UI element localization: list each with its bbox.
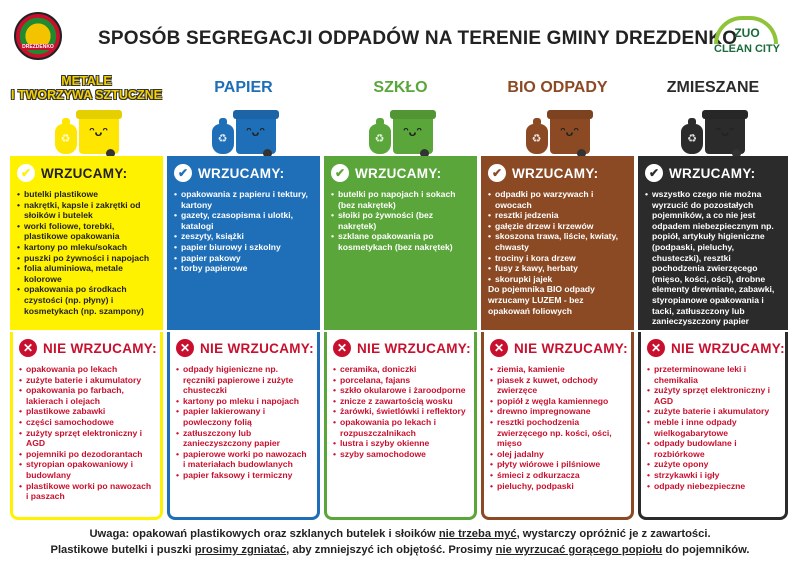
cross-icon: ✕ [647, 339, 665, 357]
recycling-bag-icon: ♻ [369, 124, 391, 154]
reject-title: NIE WRZUCAMY: [200, 340, 314, 356]
panel-bio [481, 156, 634, 520]
reject-section [481, 332, 634, 520]
cross-icon: ✕ [490, 339, 508, 357]
reject-item: • przeterminowane leki i chemikalia [647, 364, 779, 385]
reject-item: • zużyte baterie i akumulatory [647, 406, 779, 417]
reject-item: • zużyte opony [647, 459, 779, 470]
drezdenko-logo-text: DREZDENKO [22, 44, 54, 50]
accept-item: • skoszona trawa, liście, kwiaty, chwasty [488, 231, 627, 252]
accept-note: Do pojemnika BIO odpady wrzucamy LUZEM - bez opakowań foliowych [488, 284, 595, 316]
reject-item: • śmieci z odkurzacza [490, 470, 625, 481]
reject-title: NIE WRZUCAMY: [357, 340, 471, 356]
accept-section [167, 156, 320, 330]
bin-illustration-metale [10, 106, 163, 154]
reject-section [638, 332, 788, 520]
cross-icon: ✕ [333, 339, 351, 357]
column-header-bio [481, 68, 634, 108]
check-icon: ✔ [17, 164, 35, 182]
reject-item: • żarówki, świetlówki i reflektory [333, 406, 468, 417]
reject-item: • pojemniki po dezodorantach [19, 449, 154, 460]
panel-papier [167, 156, 320, 520]
column-header-line: METALE [61, 74, 112, 88]
reject-item: • styropian opakowaniowy i budowlany [19, 459, 154, 480]
reject-item: • zatłuszczony lub zanieczyszczony papier [176, 428, 311, 449]
reject-item: • płyty wiórowe i pilśniowe [490, 459, 625, 470]
accept-item: • odpadki po warzywach i owocach [488, 189, 627, 210]
accept-title: WRZUCAMY: [355, 165, 442, 181]
footer-line-2: Plastikowe butelki i puszki prosimy zgniatać, aby zmniejszyć ich objętość. Prosimy nie wyrzucać gorącego popiołu do pojemników. [50, 544, 750, 556]
logo-name: CLEAN CITY [714, 43, 780, 55]
column-header-line: BIO ODPADY [507, 79, 608, 96]
accept-item: • worki foliowe, torebki, plastikowe opakowania [17, 221, 156, 242]
reject-item: • papier lakierowany i powleczony folią [176, 406, 311, 427]
reject-item: • odpady niebezpieczne [647, 481, 779, 492]
accept-item: • butelki po napojach i sokach (bez nakrętek) [331, 189, 470, 210]
accept-item: • butelki plastikowe [17, 189, 156, 200]
accept-title: WRZUCAMY: [41, 165, 128, 181]
waste-bin-icon: ᵔᴗᵔ [550, 110, 590, 154]
accept-item: • gazety, czasopisma i ulotki, katalogi [174, 210, 313, 231]
reject-item: • opakowania po lekach i rozpuszczalnikach [333, 417, 468, 438]
reject-item: • części samochodowe [19, 417, 154, 428]
bin-illustration-papier [167, 106, 320, 154]
reject-section [10, 332, 163, 520]
reject-section [167, 332, 320, 520]
logo-brand: ZUO [734, 26, 760, 40]
column-header-metale [10, 68, 163, 108]
accept-item: • trociny i kora drzew [488, 253, 627, 264]
recycling-bag-icon: ♻ [55, 124, 77, 154]
column-header-line: PAPIER [214, 79, 273, 96]
reject-title: NIE WRZUCAMY: [671, 340, 785, 356]
bin-illustration-bio [481, 106, 634, 154]
accept-item: • kartony po mleku/sokach [17, 242, 156, 253]
accept-item: • torby papierowe [174, 263, 313, 274]
accept-item: • fusy z kawy, herbaty [488, 263, 627, 274]
reject-item: • kartony po mleku i napojach [176, 396, 311, 407]
reject-item: • odpady budowlane i rozbiórkowe [647, 438, 779, 459]
reject-item: • opakowania po farbach, lakierach i olejach [19, 385, 154, 406]
reject-item: • meble i inne odpady wielkogabarytowe [647, 417, 779, 438]
reject-item: • porcelana, fajans [333, 375, 468, 386]
column-header-line: SZKŁO [373, 79, 428, 96]
accept-item: • resztki jedzenia [488, 210, 627, 221]
accept-item: • zeszyty, książki [174, 231, 313, 242]
accept-section [481, 156, 634, 330]
accept-title: WRZUCAMY: [198, 165, 285, 181]
check-icon: ✔ [488, 164, 506, 182]
bin-illustration-zmieszane [638, 106, 788, 154]
footer-line-1: Uwaga: opakowań plastikowych oraz szklanych butelek i słoików nie trzeba myć, wystarczy opróżnić je z zawartości. [89, 528, 711, 540]
reject-item: • piasek z kuwet, odchody zwierzęce [490, 375, 625, 396]
recycling-bag-icon: ♻ [526, 124, 548, 154]
column-header-szklo [324, 68, 477, 108]
accept-item: • opakowania z papieru i tektury, kartony [174, 189, 313, 210]
reject-item: • papier faksowy i termiczny [176, 470, 311, 481]
accept-item: • folia aluminiowa, metale kolorowe [17, 263, 156, 284]
accept-item: • słoiki po żywności (bez nakrętek) [331, 210, 470, 231]
column-header-line: I TWORZYWA SZTUCZNE [11, 88, 162, 102]
drezdenko-logo [14, 12, 62, 60]
reject-item: • resztki pochodzenia zwierzęcego np. kości, ości, mięso [490, 417, 625, 449]
reject-item: • plastikowe worki po nawozach i paszach [19, 481, 154, 502]
reject-item: • ziemia, kamienie [490, 364, 625, 375]
reject-item: • znicze z zawartością wosku [333, 396, 468, 407]
accept-item: • papier pakowy [174, 253, 313, 264]
reject-item: • zużyte baterie i akumulatory [19, 375, 154, 386]
accept-item: • wszystko czego nie można wyrzucić do pozostałych pojemników, a co nie jest odpadem niebezpiecznym np. popiół, artykuły higieniczne (podpaski, pieluchy, chusteczki), resztki pochodzenia zwierzęcego (mięso, kości, ości), drobne elementy drewniane, zabawki, styropianowe opakowania i tacki, zatłuszczony lub zanieczyszczony papier [645, 189, 781, 327]
reject-item: • pieluchy, podpaski [490, 481, 625, 492]
reject-item: • szyby samochodowe [333, 449, 468, 460]
reject-item: • strzykawki i igły [647, 470, 779, 481]
accept-section [10, 156, 163, 330]
reject-item: • szkło okularowe i żaroodporne [333, 385, 468, 396]
reject-item: • odpady higieniczne np. ręczniki papierowe i zużyte chusteczki [176, 364, 311, 396]
check-icon: ✔ [174, 164, 192, 182]
accept-section [324, 156, 477, 330]
page-title: SPOSÓB SEGREGACJI ODPADÓW NA TERENIE GMINY DREZDENKO [98, 28, 738, 49]
reject-item: • zużyty sprzęt elektroniczny i AGD [19, 428, 154, 449]
accept-item: • nakrętki, kapsle i zakrętki od słoików i butelek [17, 200, 156, 221]
accept-item: • szklane opakowania po kosmetykach (bez nakrętek) [331, 231, 470, 252]
waste-bin-icon: ᵔᴗᵔ [393, 110, 433, 154]
accept-item: • puszki po żywności i napojach [17, 253, 156, 264]
waste-bin-icon: ᵔᴗᵔ [79, 110, 119, 154]
accept-item: • papier biurowy i szkolny [174, 242, 313, 253]
cross-icon: ✕ [176, 339, 194, 357]
accept-title: WRZUCAMY: [669, 165, 756, 181]
recycling-bag-icon: ♻ [212, 124, 234, 154]
reject-item: • papierowe worki po nawozach i materiałach budowlanych [176, 449, 311, 470]
waste-bin-icon: ᵔᴗᵔ [236, 110, 276, 154]
column-header-papier [167, 68, 320, 108]
reject-item: • drewno impregnowane [490, 406, 625, 417]
panel-szklo [324, 156, 477, 520]
accept-item: • skorupki jajek [488, 274, 627, 285]
reject-section [324, 332, 477, 520]
reject-item: • plastikowe zabawki [19, 406, 154, 417]
column-header-line: ZMIESZANE [666, 79, 760, 96]
column-header-zmieszane [638, 68, 788, 108]
accept-item: • opakowania po środkach czystości (np. płyny) i kosmetykach (np. szampony) [17, 284, 156, 316]
waste-bin-icon: ᵔᴗᵔ [705, 110, 745, 154]
clean-city-logo [704, 16, 790, 62]
reject-title: NIE WRZUCAMY: [43, 340, 157, 356]
reject-item: • olej jadalny [490, 449, 625, 460]
recycling-bag-icon: ♻ [681, 124, 703, 154]
accept-section [638, 156, 788, 330]
check-icon: ✔ [645, 164, 663, 182]
panel-zmieszane [638, 156, 788, 520]
reject-title: NIE WRZUCAMY: [514, 340, 628, 356]
reject-item: • lustra i szyby okienne [333, 438, 468, 449]
bin-illustration-szklo [324, 106, 477, 154]
reject-item: • popiół z węgla kamiennego [490, 396, 625, 407]
cross-icon: ✕ [19, 339, 37, 357]
accept-title: WRZUCAMY: [512, 165, 599, 181]
footer-note [0, 526, 800, 558]
accept-item: • gałęzie drzew i krzewów [488, 221, 627, 232]
reject-item: • zużyty sprzęt elektroniczny i AGD [647, 385, 779, 406]
check-icon: ✔ [331, 164, 349, 182]
reject-item: • ceramika, doniczki [333, 364, 468, 375]
panel-metale [10, 156, 163, 520]
reject-item: • opakowania po lekach [19, 364, 154, 375]
